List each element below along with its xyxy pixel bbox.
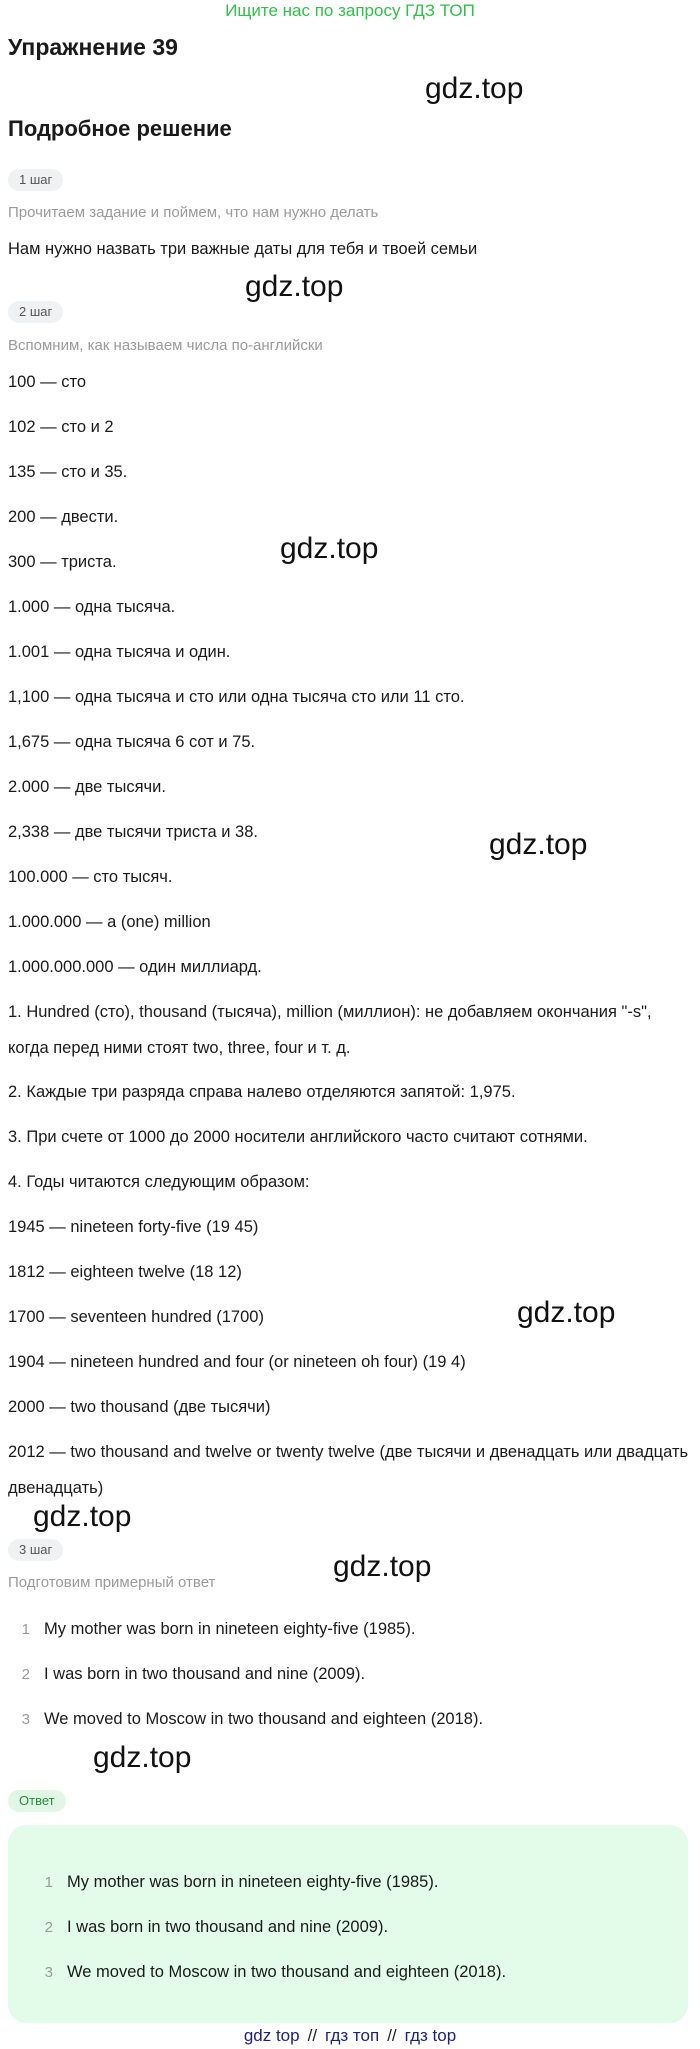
answer-box	[8, 1825, 688, 2023]
step-hint: Прочитаем задание и поймем, что нам нужно делать	[8, 204, 379, 221]
watermark: gdz.top	[33, 1500, 132, 1533]
year-line: 2000 — two thousand (две тысячи)	[8, 1398, 271, 1416]
list-number: 3	[44, 1964, 53, 1981]
watermark: gdz.top	[425, 72, 524, 105]
year-line: 1904 — nineteen hundred and four (or nineteen oh four) (19 4)	[8, 1353, 466, 1371]
year-line: 1945 — nineteen forty-five (19 45)	[8, 1218, 259, 1236]
number-line: 1,675 — одна тысяча 6 сот и 75.	[8, 733, 256, 751]
answer-badge: Ответ	[8, 1790, 66, 1812]
number-line: 1.000 — одна тысяча.	[8, 598, 176, 616]
step-hint: Подготовим примерный ответ	[8, 1574, 216, 1591]
number-line: 300 — триста.	[8, 553, 117, 571]
step-hint: Вспомним, как называем числа по-английски	[8, 337, 323, 354]
footer-separator: //	[307, 2026, 318, 2045]
watermark: gdz.top	[93, 1741, 192, 1774]
rule-paragraph: 1. Hundred (сто), thousand (тысяча), million (миллион): не добавляем окончания "-s", когда перед ними стоят two, three, four и т. д.	[8, 1003, 652, 1057]
step-badge: 3 шаг	[8, 1539, 63, 1561]
footer-link[interactable]: гдз топ	[325, 2026, 380, 2045]
list-number: 2	[44, 1919, 53, 1936]
watermark: gdz.top	[333, 1550, 432, 1583]
year-line: 1812 — eighteen twelve (18 12)	[8, 1263, 242, 1281]
watermark: gdz.top	[245, 270, 344, 303]
footer-separator: //	[387, 2026, 397, 2045]
list-item: 2 I was born in two thousand and nine (2009).	[31, 1918, 388, 1937]
rule-line: 2. Каждые три разряда справа налево отделяются запятой: 1,975.	[8, 1083, 516, 1101]
list-number: 3	[21, 1711, 30, 1728]
list-item: 2 I was born in two thousand and nine (2009).	[8, 1665, 365, 1684]
number-line: 102 — сто и 2	[8, 418, 114, 436]
page-title: Упражнение 39	[8, 34, 178, 60]
list-item: 3 We moved to Moscow in two thousand and eighteen (2018).	[8, 1710, 483, 1729]
watermark: gdz.top	[280, 532, 379, 565]
list-item: 1 My mother was born in nineteen eighty-five (1985).	[31, 1873, 438, 1892]
number-line: 200 — двести.	[8, 508, 119, 526]
rule-line: 4. Годы читаются следующим образом:	[8, 1173, 310, 1191]
year-line: 1700 — seventeen hundred (1700)	[8, 1308, 264, 1326]
section-title: Подробное решение	[8, 116, 232, 141]
number-line: 100 — сто	[8, 373, 86, 391]
number-line: 1.001 — одна тысяча и один.	[8, 643, 231, 661]
watermark: gdz.top	[517, 1296, 616, 1329]
number-line: 1.000.000 — a (one) million	[8, 913, 211, 931]
list-number: 2	[21, 1666, 30, 1683]
list-number: 1	[21, 1621, 30, 1638]
list-item: 3 We moved to Moscow in two thousand and eighteen (2018).	[31, 1963, 506, 1982]
list-number: 1	[44, 1874, 53, 1891]
year-paragraph: 2012 — two thousand and twelve or twenty twelve (две тысячи и двенадцать или двадцать двенадцать)	[8, 1443, 689, 1497]
footer-link[interactable]: gdz top	[243, 2026, 300, 2045]
number-line: 100.000 — сто тысяч.	[8, 868, 173, 886]
top-banner[interactable]: Ищите нас по запросу ГДЗ ТОП	[225, 1, 475, 20]
footer	[0, 2023, 700, 2049]
number-line: 1,100 — одна тысяча и сто или одна тысяча сто или 11 сто.	[8, 688, 465, 706]
number-line: 2,338 — две тысячи триста и 38.	[8, 823, 258, 841]
number-line: 1.000.000.000 — один миллиард.	[8, 958, 262, 976]
step-badge: 1 шаг	[8, 169, 63, 191]
rule-line: 3. При счете от 1000 до 2000 носители английского часто считают сотнями.	[8, 1128, 588, 1146]
step-text: Нам нужно назвать три важные даты для тебя и твоей семьи	[8, 240, 478, 258]
footer-link[interactable]: гдз top	[404, 2026, 457, 2045]
step-badge: 2 шаг	[8, 301, 63, 323]
list-item: 1 My mother was born in nineteen eighty-five (1985).	[8, 1620, 415, 1639]
watermark: gdz.top	[489, 828, 588, 861]
number-line: 135 — сто и 35.	[8, 463, 128, 481]
number-line: 2.000 — две тысячи.	[8, 778, 166, 796]
